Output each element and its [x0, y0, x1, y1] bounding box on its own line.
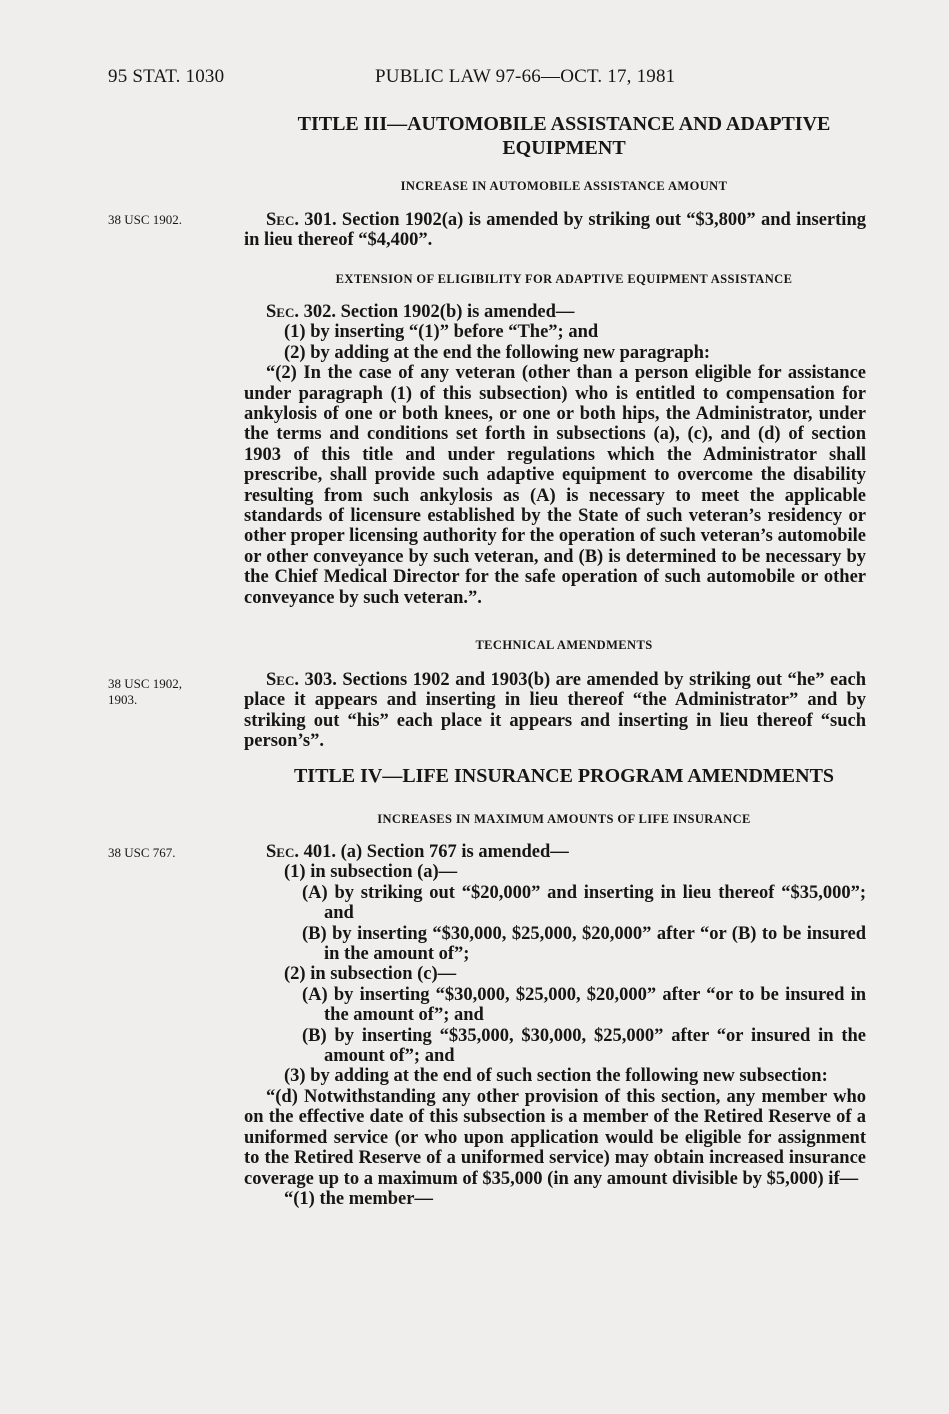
section-302-caption: EXTENSION OF ELIGIBILITY FOR ADAPTIVE EQUIPMENT ASSISTANCE [335, 272, 793, 286]
section-401-para-1a: (A) by striking out “$20,000” and inserting in lieu thereof “$35,000”; and [302, 882, 866, 924]
section-401-text: (a) Section 767 is amended— [335, 842, 569, 862]
section-302-text: Section 1902(b) is amended— [335, 302, 575, 322]
title-iv-heading: TITLE IV—LIFE INSURANCE PROGRAM AMENDMENTS [293, 765, 835, 787]
section-302-item-1: (1) by inserting “(1)” before “The”; and [284, 322, 599, 343]
section-401-para-2: (2) in subsection (c)— [284, 964, 457, 985]
section-303-text: Sections 1902 and 1903(b) are amended by striking out “he” each place it appears and inserting in lieu thereof “the Administrator” and by striking out “his” each place it appears and inserting in lieu thereof “such person’s”. [244, 670, 866, 752]
section-401-quoted-clause: “(1) the member— [284, 1188, 433, 1209]
section-401-para-2b: (B) by inserting “$35,000, $30,000, $25,000” after “or insured in the amount of”; and [302, 1025, 866, 1067]
section-401-para-2a: (A) by inserting “$30,000, $25,000, $20,000” after “or to be insured in the amount of”; and [302, 984, 866, 1026]
section-301-caption: INCREASE IN AUTOMOBILE ASSISTANCE AMOUNT [400, 179, 728, 193]
public-law-header: PUBLIC LAW 97-66—OCT. 17, 1981 [375, 66, 676, 87]
statute-page-number: 95 STAT. 1030 [108, 66, 225, 87]
title-iii-heading [262, 112, 866, 160]
section-302-item-2: (2) by adding at the end the following new paragraph: [284, 342, 711, 363]
section-401-para-1b: (B) by inserting “$30,000, $25,000, $20,000” after “or (B) to be insured in the amount of”; [302, 923, 866, 965]
section-303-margin-line1: 38 USC 1902, [108, 676, 183, 691]
section-302-label: Sec. 302. [266, 302, 336, 322]
section-302-quoted-paragraph: “(2) In the case of any veteran (other than a person eligible for assistance under paragraph (1) of this subsection) who is entitled to compensation for ankylosis of one or both knees, or one or both hips, the Administrator, under the terms and conditions set forth in subsections (a), (c), and (d) of section 1903 of this title and under regulations which the Administrator shall prescribe, shall provide such adaptive equipment to overcome the disability resulting from such ankylosis as (A) is necessary to meet the applicable standards of licensure established by the State of such veteran’s residency or other proper licensing authority for the operation of such veteran’s automobile or other conveyance by such veteran, and (B) is determined to be necessary by the Chief Medical Director for the safe operation of such automobile or other conveyance by such veteran.”. [244, 363, 866, 608]
section-302 [244, 302, 866, 608]
section-401-margin-note: 38 USC 767. [108, 845, 176, 860]
section-303 [244, 670, 866, 752]
section-301-label: Sec. 301. [266, 210, 337, 230]
section-401-label: Sec. 401. [266, 842, 336, 862]
section-303-caption: TECHNICAL AMENDMENTS [475, 638, 653, 652]
section-401-para-3: (3) by adding at the end of such section the following new subsection: [284, 1066, 828, 1087]
section-301-margin-note: 38 USC 1902. [108, 212, 183, 227]
section-301-text: Section 1902(a) is amended by striking out “$3,800” and inserting in lieu thereof “$4,400”. [244, 210, 866, 251]
section-401 [244, 842, 866, 1209]
section-303-label: Sec. 303. [266, 670, 337, 690]
section-401-quoted-subsection: “(d) Notwithstanding any other provision of this section, any member who on the effective date of this subsection is a member of the Retired Reserve of a uniformed service (or who upon application would be eligible for assignment to the Retired Reserve of a uniformed service) may obtain increased insurance coverage up to a maximum of $35,000 (in any amount divisible by $5,000) if— [244, 1086, 866, 1189]
title-iii-line2: EQUIPMENT [502, 137, 626, 159]
section-401-para-1: (1) in subsection (a)— [284, 862, 458, 883]
section-303-margin-line2: 1903. [108, 692, 138, 707]
section-301 [244, 210, 866, 251]
title-iii-line1: TITLE III—AUTOMOBILE ASSISTANCE AND ADAPTIVE [297, 113, 831, 135]
section-303-margin-note [108, 676, 182, 708]
section-401-caption: INCREASES IN MAXIMUM AMOUNTS OF LIFE INSURANCE [377, 812, 751, 826]
